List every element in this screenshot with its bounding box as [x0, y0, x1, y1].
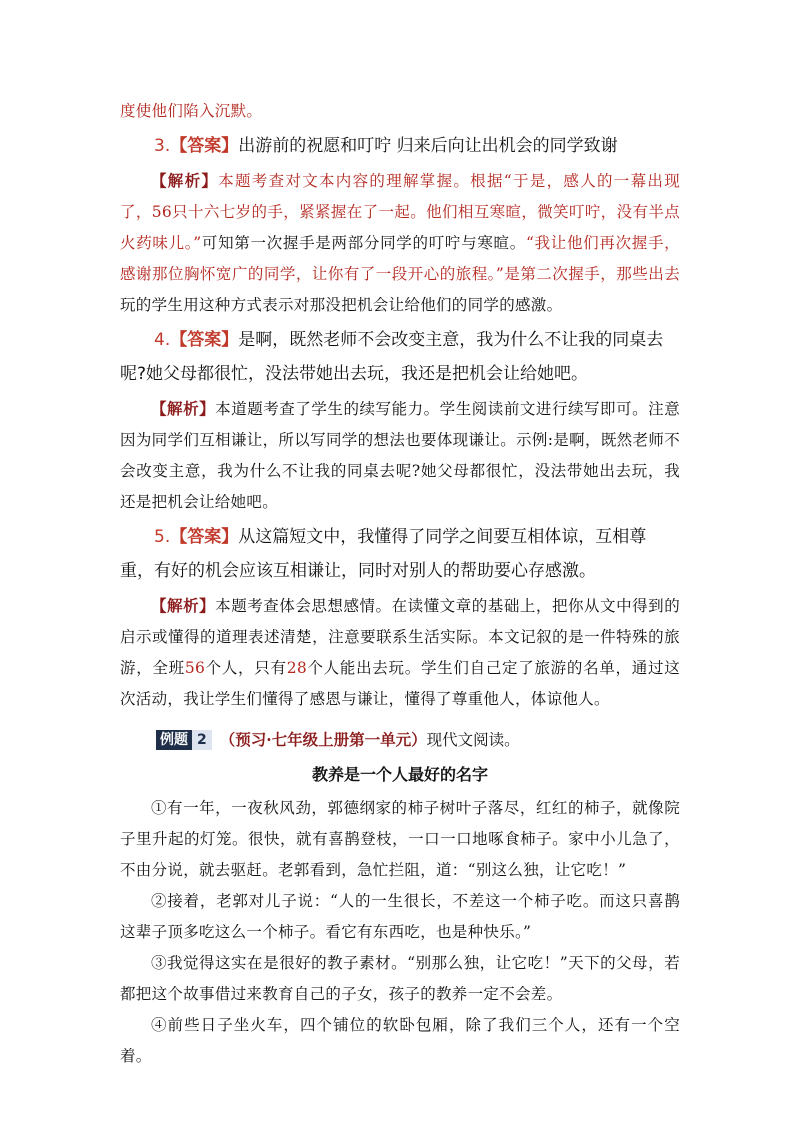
- article-paragraph-2: ②接着，老郭对儿子说：“人的一生很长，不差这一个柿子吃。而这只喜鹊这辈子顶多吃这么一个柿子。看它有东西吃，也是种快乐。”: [120, 892, 680, 941]
- q5-analysis-part2: 个人，只有: [205, 659, 287, 677]
- article-paragraph-1: ①有一年，一夜秋风劲，郭德纲家的柿子树叶子落尽，红红的柿子，就像院子里升起的灯笼。很快，就有喜鹊登枝，一口一口地啄食柿子。家中小儿急了，不由分说，就去驱赶。老郭看到，急忙拦阻，道：“别这么独，让它吃！”: [120, 799, 680, 879]
- article-paragraph-3: ③我觉得这实在是很好的教子素材。“别那么独，让它吃！”天下的父母，若都把这个故事借过来教育自己的子女，孩子的教养一定不会差。: [120, 954, 680, 1003]
- q3-answer-text: 出游前的祝愿和叮咛 归来后向让出机会的同学致谢: [238, 136, 618, 156]
- q3-analysis-tag: 【解析】: [151, 171, 219, 190]
- example-header: [120, 725, 680, 755]
- q5-number: 5.: [154, 527, 171, 547]
- q5-answer-tag: 【答案】: [170, 527, 239, 547]
- q4-analysis-text: 本道题考查了学生的续写能力。学生阅读前文进行续写即可。注意因为同学们互相谦让，所以写同学的想法也要体现谦让。示例:是啊，既然老师不会改变主意，我为什么不让我的同桌去呢?她父母都很忙，没法带她出去玩，我还是把机会让给她吧。: [120, 400, 681, 511]
- q3-number: 3.: [154, 136, 171, 156]
- q3-answer-tag: 【答案】: [170, 136, 239, 156]
- q5-answer: [120, 520, 680, 588]
- q3-analysis-quote1: “于是，感人的一幕出现了，56只十六七岁的手，紧紧握在了一起。他们相互寒暄，微笑叮咛，没有半点火药味儿。”: [120, 172, 680, 252]
- document-page: [120, 96, 680, 1072]
- q5-number-28: 28: [286, 659, 308, 677]
- q3-analysis-quote2: “我让他们再次握手，感谢那位胸怀宽广的同学，让你有了一段开心的旅程。”是第二次握手，那些出去: [120, 234, 680, 283]
- q3-analysis-part3: 玩的学生用这种方式表示对那没把机会让给他们的同学的感激。: [120, 296, 563, 314]
- example-badge: [156, 730, 212, 750]
- example-badge-label: 例题: [156, 730, 192, 750]
- example-source: （预习·七年级上册第一单元）: [219, 730, 427, 749]
- q5-analysis-part3: 个人能出去玩。学生们自己定了旅游的名单，通过这次活动，我让学生们懂得了感恩与谦让，懂得了尊重他人，体谅他人。: [120, 659, 680, 708]
- q4-answer-tag: 【答案】: [170, 330, 239, 350]
- q4-number: 4.: [154, 330, 171, 350]
- q4-analysis: [120, 393, 680, 518]
- q5-analysis-part1: 本题考查体会思想感情。在读懂文章的基础上，把你从文中得到的启示或懂得的道理表述清楚，注意要联系生活实际。本文记叙的是一件特殊的旅游，全班: [120, 597, 681, 677]
- q3-analysis: [120, 165, 680, 321]
- example-instruction: 现代文阅读。: [426, 731, 520, 749]
- article-title: 教养是一个人最好的名字: [311, 765, 488, 784]
- q3-analysis-part1: 本题考查对文本内容的理解掌握。根据: [218, 172, 504, 190]
- q5-analysis-tag: 【解析】: [151, 596, 216, 615]
- q4-analysis-tag: 【解析】: [151, 399, 216, 418]
- q5-answer-text: 从这篇短文中，我懂得了同学之间要互相体谅，互相尊重，有好的机会应该互相谦让，同时对别人的帮助要心存感激。: [120, 527, 647, 581]
- example-badge-number: 2: [192, 730, 212, 750]
- q4-answer-text: 是啊，既然老师不会改变主意，我为什么不让我的同桌去呢?她父母都很忙，没法带她出去玩，我还是把机会让给她吧。: [120, 330, 664, 384]
- q3-answer: [120, 129, 680, 163]
- q3-analysis-part2: 可知第一次握手是两部分同学的叮咛与寒暄。: [201, 234, 526, 252]
- lead-line: 度使他们陷入沉默。: [120, 102, 263, 120]
- q4-answer: [120, 323, 680, 391]
- article-paragraph-4: ④前些日子坐火车，四个铺位的软卧包厢，除了我们三个人，还有一个空着。: [120, 1016, 680, 1065]
- q5-number-56: 56: [184, 659, 206, 677]
- q5-analysis: [120, 590, 680, 715]
